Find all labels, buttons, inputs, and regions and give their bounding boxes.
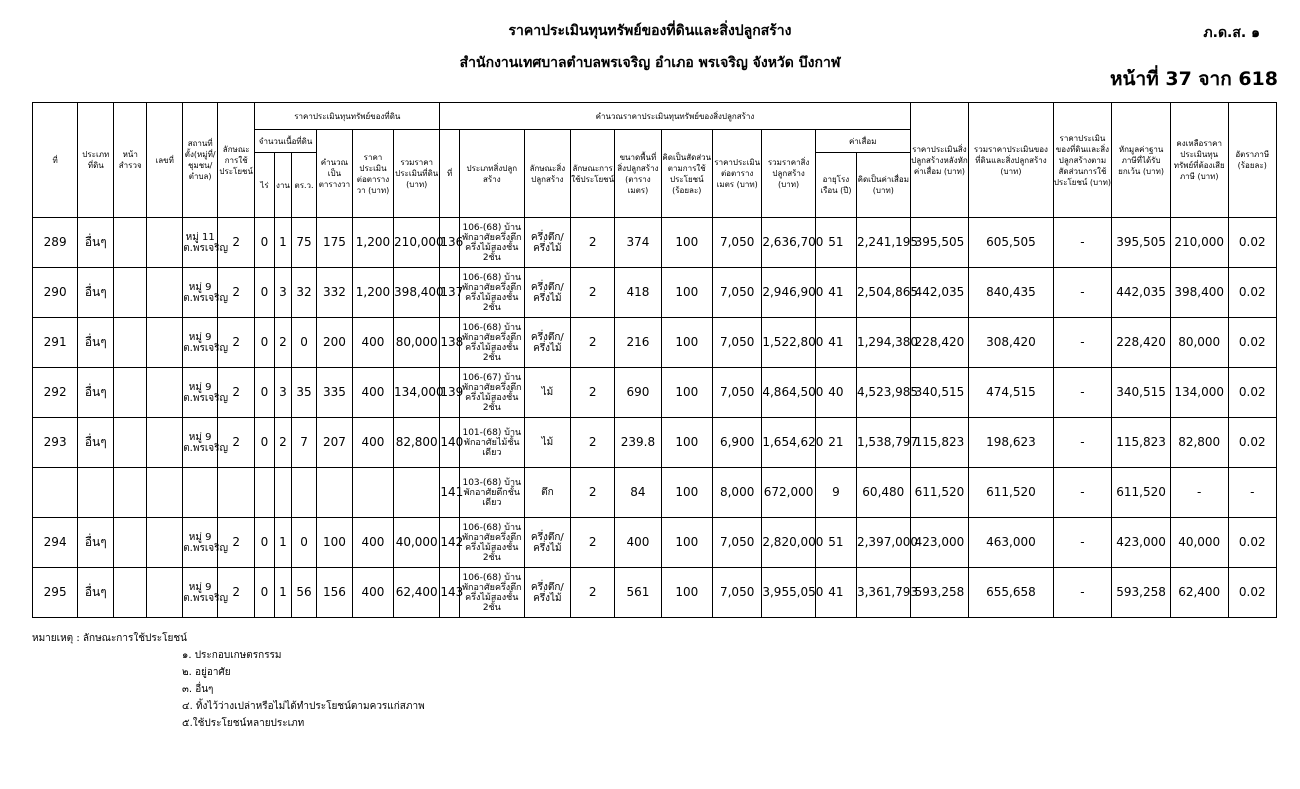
- cell-building-total: 2,636,700: [762, 218, 815, 268]
- cell-building-pct: 100: [661, 268, 712, 318]
- cell-rai: 0: [255, 568, 275, 618]
- cell-deed-no: [147, 418, 183, 468]
- col-age: อายุโรงเรือน (ปี): [815, 153, 856, 218]
- col-rai: ไร่: [255, 153, 275, 218]
- cell-deed-no: [147, 468, 183, 518]
- cell-tax-rate: 0.02: [1228, 318, 1277, 368]
- cell-land-total: 80,000: [394, 318, 440, 368]
- cell-tax-rate: 0.02: [1228, 218, 1277, 268]
- col-page-survey: หน้าสำรวจ: [114, 103, 147, 218]
- cell-grand-total: 611,520: [969, 468, 1053, 518]
- col-no: ที่: [33, 103, 78, 218]
- col-wa: ตร.ว.: [292, 153, 317, 218]
- cell-grand-total: 840,435: [969, 268, 1053, 318]
- cell-depr-value: 3,361,793: [856, 568, 910, 618]
- table-row: [33, 368, 1277, 418]
- cell-building-area: 561: [615, 568, 661, 618]
- cell-land-total: 398,400: [394, 268, 440, 318]
- cell-location: หมู่ 11 ต.พรเจริญ: [183, 218, 218, 268]
- cell-ngan: 1: [274, 218, 291, 268]
- cell-wa: 56: [292, 568, 317, 618]
- cell-building-pct: 100: [661, 318, 712, 368]
- cell-land-type: อื่นๆ: [78, 268, 114, 318]
- cell-no: 289: [33, 218, 78, 268]
- cell-after-depr: 442,035: [910, 268, 969, 318]
- cell-building-use: 2: [571, 568, 615, 618]
- cell-no: 290: [33, 268, 78, 318]
- group-depreciation: ค่าเสื่อม: [815, 130, 910, 153]
- cell-land-total: 210,000: [394, 218, 440, 268]
- cell-building-kind: ครึ่งตึก/ครึ่งไม้: [524, 518, 570, 568]
- cell-page-survey: [114, 568, 147, 618]
- cell-rai: [255, 468, 275, 518]
- cell-building-price: 7,050: [712, 268, 761, 318]
- col-location: สถานที่ตั้ง(หมู่ที่/ชุมชน/ตำบล): [183, 103, 218, 218]
- cell-sq-wa: 207: [316, 418, 352, 468]
- cell-depr-value: 60,480: [856, 468, 910, 518]
- cell-proportional: -: [1053, 568, 1112, 618]
- cell-proportional: -: [1053, 468, 1112, 518]
- cell-deed-no: [147, 268, 183, 318]
- cell-age: 51: [815, 218, 856, 268]
- cell-tax-rate: 0.02: [1228, 268, 1277, 318]
- cell-building-price: 7,050: [712, 368, 761, 418]
- cell-land-total: [394, 468, 440, 518]
- cell-remaining: 210,000: [1170, 218, 1228, 268]
- cell-building-no: 137: [440, 268, 460, 318]
- cell-remaining: 40,000: [1170, 518, 1228, 568]
- cell-after-depr: 423,000: [910, 518, 969, 568]
- cell-land-total: 62,400: [394, 568, 440, 618]
- col-building-kind: ลักษณะสิ่งปลูกสร้าง: [524, 130, 570, 218]
- cell-building-price: 8,000: [712, 468, 761, 518]
- cell-proportional: -: [1053, 418, 1112, 468]
- cell-building-total: 3,955,050: [762, 568, 815, 618]
- cell-grand-total: 463,000: [969, 518, 1053, 568]
- cell-building-type: 106-(68) บ้านพักอาศัยครึ่งตึกครึ่งไม้สองชั้น 2ชั้น: [459, 268, 524, 318]
- cell-no: 293: [33, 418, 78, 468]
- cell-after-depr: 115,823: [910, 418, 969, 468]
- cell-age: 41: [815, 318, 856, 368]
- cell-age: 40: [815, 368, 856, 418]
- cell-rai: 0: [255, 268, 275, 318]
- cell-ngan: 1: [274, 518, 291, 568]
- cell-depr-value: 2,504,865: [856, 268, 910, 318]
- cell-no: 292: [33, 368, 78, 418]
- cell-building-use: 2: [571, 268, 615, 318]
- cell-building-type: 103-(68) บ้านพักอาศัยตึกชั้นเดียว: [459, 468, 524, 518]
- cell-building-price: 7,050: [712, 318, 761, 368]
- cell-sq-wa: 335: [316, 368, 352, 418]
- cell-sq-wa: 332: [316, 268, 352, 318]
- col-grand-total: รวมราคาประเมินของที่ดินและสิ่งปลูกสร้าง (บาท): [969, 103, 1053, 218]
- note-item: ๑. ประกอบเกษตรกรรม: [182, 650, 282, 661]
- cell-use-type: 2: [218, 218, 255, 268]
- cell-use-type: [218, 468, 255, 518]
- cell-building-use: 2: [571, 218, 615, 268]
- col-depr-value: คิดเป็นค่าเสื่อม (บาท): [856, 153, 910, 218]
- cell-ngan: 3: [274, 268, 291, 318]
- cell-building-area: 216: [615, 318, 661, 368]
- cell-sq-wa: 156: [316, 568, 352, 618]
- cell-grand-total: 308,420: [969, 318, 1053, 368]
- cell-remaining: 134,000: [1170, 368, 1228, 418]
- cell-price-per-wa: 400: [352, 318, 393, 368]
- table-row: [33, 568, 1277, 618]
- cell-deduction: 423,000: [1112, 518, 1171, 568]
- cell-use-type: 2: [218, 368, 255, 418]
- cell-building-kind: ครึ่งตึก/ครึ่งไม้: [524, 318, 570, 368]
- cell-deed-no: [147, 368, 183, 418]
- cell-use-type: 2: [218, 518, 255, 568]
- cell-building-no: 141: [440, 468, 460, 518]
- cell-remaining: 62,400: [1170, 568, 1228, 618]
- cell-land-type: [78, 468, 114, 518]
- cell-building-pct: 100: [661, 418, 712, 468]
- cell-building-pct: 100: [661, 518, 712, 568]
- col-building-type: ประเภทสิ่งปลูกสร้าง: [459, 130, 524, 218]
- col-deed-no: เลขที่: [147, 103, 183, 218]
- cell-price-per-wa: 1,200: [352, 218, 393, 268]
- cell-no: 295: [33, 568, 78, 618]
- cell-ngan: 2: [274, 418, 291, 468]
- col-use-type: ลักษณะการใช้ประโยชน์: [218, 103, 255, 218]
- cell-deduction: 442,035: [1112, 268, 1171, 318]
- cell-wa: 0: [292, 318, 317, 368]
- cell-wa: [292, 468, 317, 518]
- cell-building-type: 106-(68) บ้านพักอาศัยครึ่งตึกครึ่งไม้สองชั้น 2ชั้น: [459, 568, 524, 618]
- col-building-no: ที่: [440, 130, 460, 218]
- cell-location: [183, 468, 218, 518]
- col-building-pct: คิดเป็นสัดส่วนตามการใช้ประโยชน์ (ร้อยละ): [661, 130, 712, 218]
- cell-deduction: 228,420: [1112, 318, 1171, 368]
- cell-deed-no: [147, 318, 183, 368]
- cell-building-type: 101-(68) บ้านพักอาศัยไม้ชั้นเดียว: [459, 418, 524, 468]
- cell-building-total: 1,522,800: [762, 318, 815, 368]
- cell-use-type: 2: [218, 318, 255, 368]
- cell-after-depr: 340,515: [910, 368, 969, 418]
- cell-building-type: 106-(68) บ้านพักอาศัยครึ่งตึกครึ่งไม้สองชั้น 2ชั้น: [459, 218, 524, 268]
- cell-proportional: -: [1053, 268, 1112, 318]
- cell-page-survey: [114, 218, 147, 268]
- cell-building-area: 239.8: [615, 418, 661, 468]
- cell-location: หมู่ 9 ต.พรเจริญ: [183, 368, 218, 418]
- cell-sq-wa: 175: [316, 218, 352, 268]
- assessment-table: [32, 102, 1277, 618]
- cell-tax-rate: 0.02: [1228, 568, 1277, 618]
- cell-building-type: 106-(68) บ้านพักอาศัยครึ่งตึกครึ่งไม้สองชั้น 2ชั้น: [459, 518, 524, 568]
- cell-after-depr: 395,505: [910, 218, 969, 268]
- table-row: [33, 468, 1277, 518]
- cell-no: 291: [33, 318, 78, 368]
- cell-deduction: 115,823: [1112, 418, 1171, 468]
- cell-rai: 0: [255, 418, 275, 468]
- cell-building-kind: ครึ่งตึก/ครึ่งไม้: [524, 568, 570, 618]
- table-row: [33, 518, 1277, 568]
- cell-age: 21: [815, 418, 856, 468]
- col-building-use: ลักษณะการใช้ประโยชน์: [571, 130, 615, 218]
- cell-ngan: [274, 468, 291, 518]
- cell-building-kind: ตึก: [524, 468, 570, 518]
- col-after-depr: ราคาประเมินสิ่งปลูกสร้างหลังหักค่าเสื่อม (บาท): [910, 103, 969, 218]
- note-item: ๔. ทิ้งไว้ว่างเปล่าหรือไม่ได้ทำประโยชน์ตามควรแก่สภาพ: [182, 701, 425, 712]
- cell-location: หมู่ 9 ต.พรเจริญ: [183, 518, 218, 568]
- cell-building-total: 2,946,900: [762, 268, 815, 318]
- cell-price-per-wa: 400: [352, 368, 393, 418]
- cell-depr-value: 2,397,000: [856, 518, 910, 568]
- form-code: ภ.ด.ส. ๑: [1203, 25, 1260, 41]
- document-subtitle: สำนักงานเทศบาลตำบลพรเจริญ อำเภอ พรเจริญ จังหวัด บึงกาฬ: [459, 55, 841, 71]
- cell-land-type: อื่นๆ: [78, 568, 114, 618]
- notes-section: [32, 630, 425, 732]
- cell-deed-no: [147, 518, 183, 568]
- cell-building-total: 4,864,500: [762, 368, 815, 418]
- document-title: ราคาประเมินทุนทรัพย์ของที่ดินและสิ่งปลูกสร้าง: [508, 23, 792, 39]
- cell-wa: 0: [292, 518, 317, 568]
- cell-building-no: 142: [440, 518, 460, 568]
- cell-grand-total: 605,505: [969, 218, 1053, 268]
- cell-page-survey: [114, 468, 147, 518]
- cell-building-area: 400: [615, 518, 661, 568]
- cell-building-area: 418: [615, 268, 661, 318]
- note-item: ๓. อื่นๆ: [182, 684, 214, 695]
- cell-deed-no: [147, 568, 183, 618]
- cell-building-area: 690: [615, 368, 661, 418]
- cell-location: หมู่ 9 ต.พรเจริญ: [183, 418, 218, 468]
- cell-remaining: 82,800: [1170, 418, 1228, 468]
- col-price-per-wa: ราคาประเมินต่อตารางวา (บาท): [352, 130, 393, 218]
- cell-building-use: 2: [571, 418, 615, 468]
- cell-building-price: 6,900: [712, 418, 761, 468]
- cell-land-total: 82,800: [394, 418, 440, 468]
- cell-land-total: 40,000: [394, 518, 440, 568]
- cell-building-pct: 100: [661, 568, 712, 618]
- cell-age: 41: [815, 568, 856, 618]
- cell-sq-wa: 100: [316, 518, 352, 568]
- cell-building-use: 2: [571, 368, 615, 418]
- group-building: คำนวณราคาประเมินทุนทรัพย์ของสิ่งปลูกสร้าง: [440, 103, 910, 130]
- cell-price-per-wa: 400: [352, 418, 393, 468]
- col-land-total: รวมราคาประเมินที่ดิน (บาท): [394, 130, 440, 218]
- cell-building-price: 7,050: [712, 568, 761, 618]
- cell-location: หมู่ 9 ต.พรเจริญ: [183, 268, 218, 318]
- cell-ngan: 3: [274, 368, 291, 418]
- cell-rai: 0: [255, 218, 275, 268]
- cell-deduction: 593,258: [1112, 568, 1171, 618]
- cell-depr-value: 1,538,797: [856, 418, 910, 468]
- note-item: ๒. อยู่อาศัย: [182, 667, 231, 678]
- col-building-price: ราคาประเมินต่อตารางเมตร (บาท): [712, 130, 761, 218]
- cell-remaining: -: [1170, 468, 1228, 518]
- cell-age: 51: [815, 518, 856, 568]
- cell-no: 294: [33, 518, 78, 568]
- cell-remaining: 80,000: [1170, 318, 1228, 368]
- cell-land-type: อื่นๆ: [78, 318, 114, 368]
- cell-building-price: 7,050: [712, 218, 761, 268]
- table-row: [33, 318, 1277, 368]
- cell-land-type: อื่นๆ: [78, 518, 114, 568]
- cell-building-kind: ไม้: [524, 368, 570, 418]
- cell-after-depr: 593,258: [910, 568, 969, 618]
- cell-deed-no: [147, 218, 183, 268]
- cell-no: [33, 468, 78, 518]
- cell-sq-wa: 200: [316, 318, 352, 368]
- cell-land-type: อื่นๆ: [78, 418, 114, 468]
- cell-age: 41: [815, 268, 856, 318]
- col-tax-rate: อัตราภาษี (ร้อยละ): [1228, 103, 1277, 218]
- cell-grand-total: 655,658: [969, 568, 1053, 618]
- cell-proportional: -: [1053, 218, 1112, 268]
- col-remaining: คงเหลือราคาประเมินทุนทรัพย์ที่ต้องเสียภาษี (บาท): [1170, 103, 1228, 218]
- table-row: [33, 418, 1277, 468]
- col-proportional: ราคาประเมินของที่ดินและสิ่งปลูกสร้างตามสัดส่วนการใช้ประโยชน์ (บาท): [1053, 103, 1112, 218]
- cell-use-type: 2: [218, 418, 255, 468]
- col-land-type: ประเภทที่ดิน: [78, 103, 114, 218]
- cell-ngan: 2: [274, 318, 291, 368]
- cell-building-area: 84: [615, 468, 661, 518]
- cell-deduction: 340,515: [1112, 368, 1171, 418]
- cell-grand-total: 198,623: [969, 418, 1053, 468]
- col-sq-wa: คำนวณเป็นตารางวา: [316, 130, 352, 218]
- table-row: [33, 268, 1277, 318]
- cell-proportional: -: [1053, 318, 1112, 368]
- cell-building-total: 1,654,620: [762, 418, 815, 468]
- cell-page-survey: [114, 268, 147, 318]
- cell-use-type: 2: [218, 268, 255, 318]
- cell-wa: 75: [292, 218, 317, 268]
- cell-building-use: 2: [571, 518, 615, 568]
- cell-age: 9: [815, 468, 856, 518]
- cell-price-per-wa: 400: [352, 518, 393, 568]
- cell-tax-rate: 0.02: [1228, 418, 1277, 468]
- col-building-area: ขนาดพื้นที่สิ่งปลูกสร้าง (ตารางเมตร): [615, 130, 661, 218]
- cell-location: หมู่ 9 ต.พรเจริญ: [183, 318, 218, 368]
- cell-building-kind: ครึ่งตึก/ครึ่งไม้: [524, 218, 570, 268]
- cell-building-no: 143: [440, 568, 460, 618]
- cell-rai: 0: [255, 318, 275, 368]
- cell-wa: 7: [292, 418, 317, 468]
- cell-building-area: 374: [615, 218, 661, 268]
- cell-price-per-wa: [352, 468, 393, 518]
- cell-building-pct: 100: [661, 218, 712, 268]
- cell-depr-value: 4,523,985: [856, 368, 910, 418]
- cell-rai: 0: [255, 368, 275, 418]
- cell-land-type: อื่นๆ: [78, 218, 114, 268]
- cell-depr-value: 1,294,380: [856, 318, 910, 368]
- cell-after-depr: 228,420: [910, 318, 969, 368]
- cell-page-survey: [114, 368, 147, 418]
- cell-grand-total: 474,515: [969, 368, 1053, 418]
- cell-location: หมู่ 9 ต.พรเจริญ: [183, 568, 218, 618]
- cell-sq-wa: [316, 468, 352, 518]
- cell-building-use: 2: [571, 468, 615, 518]
- cell-rai: 0: [255, 518, 275, 568]
- cell-building-no: 140: [440, 418, 460, 468]
- cell-after-depr: 611,520: [910, 468, 969, 518]
- cell-building-use: 2: [571, 318, 615, 368]
- cell-tax-rate: 0.02: [1228, 518, 1277, 568]
- notes-title: หมายเหตุ : ลักษณะการใช้ประโยชน์: [32, 633, 187, 644]
- cell-depr-value: 2,241,195: [856, 218, 910, 268]
- page-number: หน้าที่ 37 จาก 618: [1110, 68, 1278, 90]
- cell-building-no: 139: [440, 368, 460, 418]
- cell-building-pct: 100: [661, 368, 712, 418]
- cell-deduction: 395,505: [1112, 218, 1171, 268]
- cell-building-no: 136: [440, 218, 460, 268]
- cell-land-total: 134,000: [394, 368, 440, 418]
- cell-page-survey: [114, 418, 147, 468]
- cell-building-total: 672,000: [762, 468, 815, 518]
- cell-building-price: 7,050: [712, 518, 761, 568]
- cell-building-no: 138: [440, 318, 460, 368]
- cell-wa: 35: [292, 368, 317, 418]
- cell-tax-rate: 0.02: [1228, 368, 1277, 418]
- cell-building-type: 106-(67) บ้านพักอาศัยครึ่งตึกครึ่งไม้สองชั้น 2ชั้น: [459, 368, 524, 418]
- cell-building-pct: 100: [661, 468, 712, 518]
- cell-remaining: 398,400: [1170, 268, 1228, 318]
- cell-wa: 32: [292, 268, 317, 318]
- cell-building-kind: ไม้: [524, 418, 570, 468]
- cell-page-survey: [114, 518, 147, 568]
- cell-price-per-wa: 1,200: [352, 268, 393, 318]
- group-land: ราคาประเมินทุนทรัพย์ของที่ดิน: [255, 103, 440, 130]
- col-building-total: รวมราคาสิ่งปลูกสร้าง (บาท): [762, 130, 815, 218]
- col-ngan: งาน: [274, 153, 291, 218]
- cell-building-total: 2,820,000: [762, 518, 815, 568]
- note-item: ๕.ใช้ประโยชน์หลายประเภท: [182, 718, 305, 729]
- cell-deduction: 611,520: [1112, 468, 1171, 518]
- cell-page-survey: [114, 318, 147, 368]
- group-land-area: จำนวนเนื้อที่ดิน: [255, 130, 317, 153]
- cell-building-type: 106-(68) บ้านพักอาศัยครึ่งตึกครึ่งไม้สองชั้น 2ชั้น: [459, 318, 524, 368]
- cell-proportional: -: [1053, 518, 1112, 568]
- table-row: [33, 218, 1277, 268]
- cell-building-kind: ครึ่งตึก/ครึ่งไม้: [524, 268, 570, 318]
- cell-ngan: 1: [274, 568, 291, 618]
- cell-land-type: อื่นๆ: [78, 368, 114, 418]
- cell-use-type: 2: [218, 568, 255, 618]
- cell-price-per-wa: 400: [352, 568, 393, 618]
- cell-tax-rate: -: [1228, 468, 1277, 518]
- cell-proportional: -: [1053, 368, 1112, 418]
- col-deduction: หักมูลค่าฐานภาษีที่ได้รับยกเว้น (บาท): [1112, 103, 1171, 218]
